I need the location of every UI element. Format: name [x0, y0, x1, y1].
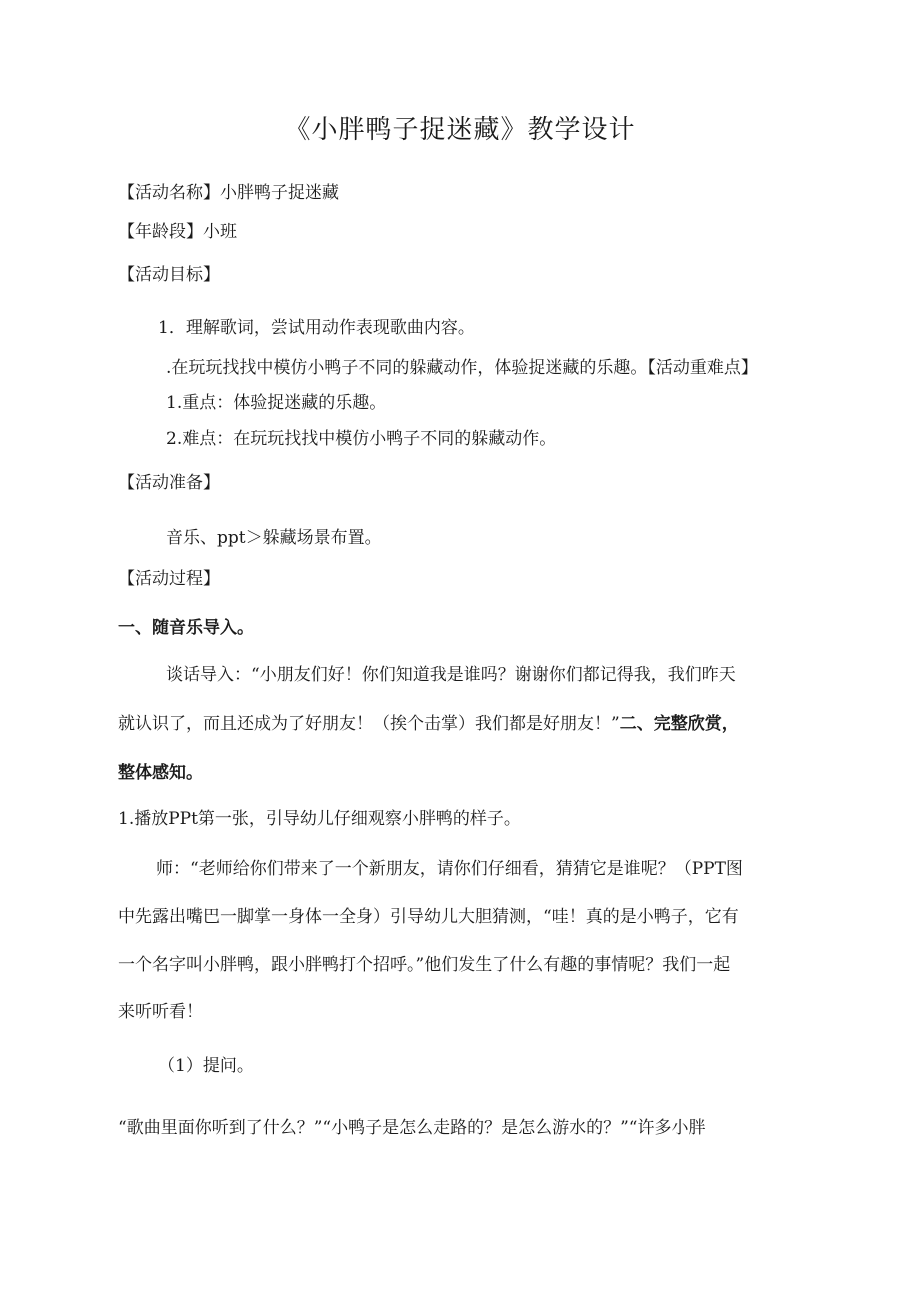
- intro-line-1: 谈话导入：“小朋友们好！你们知道我是谁吗？谢谢你们都记得我，我们昨天: [166, 665, 736, 685]
- activity-name-label: 【活动名称】: [118, 183, 220, 203]
- section-1-heading: 一、随音乐导入。: [118, 618, 254, 638]
- question-line: “歌曲里面你听到了什么？”“小鸭子是怎么走路的？是怎么游水的？”“许多小胖: [118, 1118, 706, 1138]
- activity-name-row: [118, 181, 339, 205]
- age-value: 小班: [203, 222, 237, 242]
- page-title: 《小胖鸭子捉迷藏》教学设计: [284, 115, 636, 145]
- process-heading: 【活动过程】: [118, 569, 220, 589]
- question-heading: （1）提问。: [158, 1056, 254, 1076]
- teacher-line-4: 来听听看！: [118, 1002, 203, 1022]
- section-2-heading-end: 整体感知。: [118, 763, 203, 783]
- teacher-line-2: 中先露出嘴巴一脚掌一身体一全身）引导幼儿大胆猜测，“哇！真的是小鸭子，它有: [118, 907, 739, 927]
- prep-content: 音乐、ppt＞躲藏场景布置。: [166, 528, 382, 548]
- goal-1: 1．理解歌词，尝试用动作表现歌曲内容。: [158, 318, 475, 338]
- intro-line-2-text: 就认识了，而且还成为了好朋友！（挨个击掌）我们都是好朋友！”: [118, 714, 620, 734]
- goal-2: .在玩玩找找中模仿小鸭子不同的躲藏动作，体验捉迷藏的乐趣。【活动重难点】: [166, 358, 758, 378]
- difficulty: 2.难点：在玩玩找找中模仿小鸭子不同的躲藏动作。: [166, 429, 557, 449]
- intro-line-2: [118, 712, 739, 736]
- teacher-line-3: 一个名字叫小胖鸭，跟小胖鸭打个招呼。”他们发生了什么有趣的事情呢？我们一起: [118, 955, 731, 975]
- age-label: 【年龄段】: [118, 222, 203, 242]
- step-1: 1.播放PPt第一张，引导幼儿仔细观察小胖鸭的样子。: [118, 809, 521, 829]
- age-row: [118, 220, 237, 244]
- goals-heading: 【活动目标】: [118, 265, 220, 285]
- teacher-line-1: 师：“老师给你们带来了一个新朋友，请你们仔细看，猜猜它是谁呢？（PPT图: [156, 859, 743, 879]
- section-2-heading-part: 二、完整欣赏，: [619, 714, 739, 734]
- activity-name-value: 小胖鸭子捉迷藏: [220, 183, 339, 203]
- prep-heading: 【活动准备】: [118, 473, 220, 493]
- key-point: 1.重点：体验捉迷藏的乐趣。: [166, 393, 387, 413]
